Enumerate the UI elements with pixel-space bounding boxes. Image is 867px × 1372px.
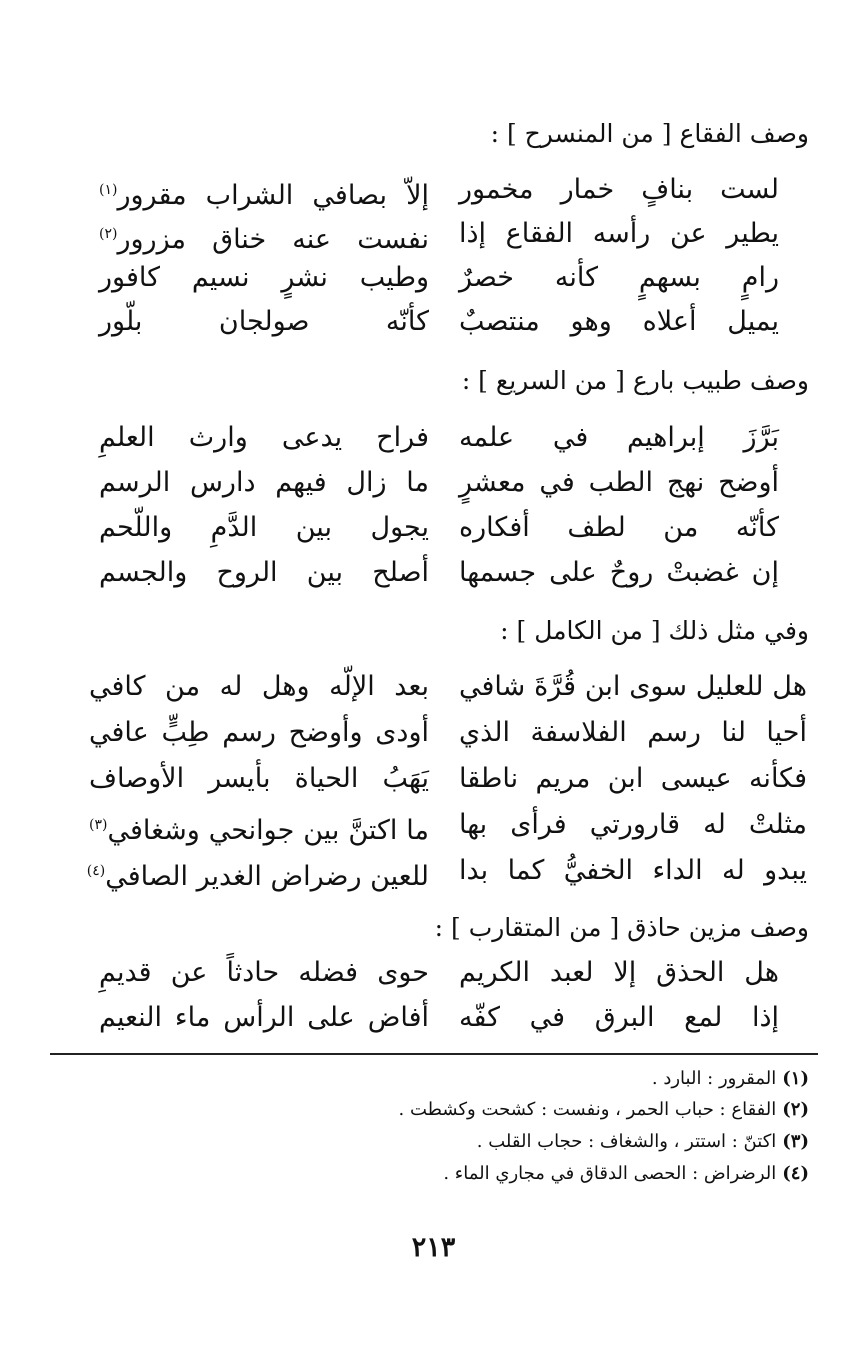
verse-line — [0, 713, 867, 757]
verse-second-hemistich: ما زال فيهم دارس الرسم — [99, 467, 429, 498]
footnote-number: (٢) — [782, 1099, 809, 1120]
verse-second-hemistich: يجول بين الدَّمِ واللّحم — [99, 512, 429, 543]
verse-first-hemistich: كأنّه من لطف أفكاره — [459, 512, 779, 543]
footnote-number: (١) — [782, 1068, 809, 1089]
footnote-text: الرضراض : الحصى الدقاق في مجاري الماء . — [443, 1163, 777, 1184]
footnote — [69, 1066, 809, 1092]
verse-first-hemistich: أحيا لنا رسم الفلاسفة الذي — [459, 717, 807, 748]
page-number: ٢١٣ — [411, 1232, 456, 1263]
verse-second-hemistich — [99, 170, 429, 216]
footnote — [69, 1161, 809, 1187]
verse-first-hemistich: يبدو له الداء الخفيُّ كما بدا — [459, 855, 807, 886]
verse-first-hemistich: إن غضبتْ روحٌ على جسمها — [459, 557, 779, 588]
verse-line — [0, 953, 867, 997]
footnote-divider — [50, 1053, 818, 1055]
verse-first-hemistich: يطير عن رأسه الفقاع إذا — [459, 218, 779, 249]
hemistich-text: للعين رضراض الغدير الصافي — [105, 861, 429, 892]
verse-second-hemistich: أفاض على الرأس ماء النعيم — [99, 1002, 429, 1033]
verse-line — [0, 170, 867, 214]
footnote-number: (٤) — [782, 1163, 809, 1184]
footnote-marker: (٢) — [99, 226, 118, 242]
footnote-marker: (٣) — [89, 817, 108, 833]
verse-line — [0, 302, 867, 346]
footnote — [69, 1129, 809, 1155]
verse-second-hemistich: يَهَبُ الحياة بأيسر الأوصاف — [89, 763, 429, 794]
verse-line — [0, 759, 867, 803]
verse-second-hemistich — [89, 805, 429, 851]
verse-second-hemistich: بعد الإلّه وهل له من كافي — [89, 671, 429, 702]
hemistich-text: ما اكتنَّ بين جوانحي وشغافي — [107, 815, 429, 846]
verse-line — [0, 851, 867, 895]
section-heading: وصف طبيب بارع [ من السريع ] : — [461, 366, 809, 395]
footnote-marker: (١) — [99, 182, 118, 198]
verse-line — [0, 258, 867, 302]
verse-line — [0, 998, 867, 1042]
footnote-text: الفقاع : حباب الحمر ، ونفست : كشحت وكشطت . — [398, 1099, 777, 1120]
verse-second-hemistich — [99, 214, 429, 260]
verse-line — [0, 463, 867, 507]
verse-second-hemistich: فراح يدعى وارث العلمِ — [99, 422, 429, 453]
footnote-marker: (٤) — [86, 863, 106, 879]
verse-second-hemistich: كأنّه صولجان بلّور — [99, 306, 429, 337]
verse-line — [0, 553, 867, 597]
footnote-text: المقرور : البارد . — [651, 1068, 777, 1089]
verse-first-hemistich: مثلتْ له قارورتي فرأى بها — [459, 809, 807, 840]
verse-first-hemistich: إذا لمع البرق في كفّه — [459, 1002, 779, 1033]
verse-first-hemistich: بَرَّزَ إبراهيم في علمه — [459, 422, 779, 453]
footnote-text: اكتنّ : استتر ، والشغاف : حجاب القلب . — [476, 1131, 777, 1152]
verse-first-hemistich: هل للعليل سوى ابن قُرَّةَ شافي — [459, 671, 807, 702]
verse-second-hemistich: وطيب نشرٍ نسيم كافور — [99, 262, 429, 293]
verse-first-hemistich: رامٍ بسهمٍ كأنه خصرٌ — [459, 262, 779, 293]
verse-second-hemistich: حوى فضله حادثاً عن قديمِ — [99, 957, 429, 988]
verse-first-hemistich: لست بنافٍ خمار مخمور — [459, 174, 779, 205]
verse-second-hemistich: أصلح بين الروح والجسم — [99, 557, 429, 588]
footnote — [69, 1097, 809, 1123]
footnote-number: (٣) — [782, 1131, 809, 1152]
hemistich-text: إلاّ بصافي الشراب مقرور — [117, 180, 429, 211]
section-heading: وصف مزين حاذق [ من المتقارب ] : — [434, 913, 809, 942]
verse-line — [0, 508, 867, 552]
section-heading: وفي مثل ذلك [ من الكامل ] : — [500, 616, 809, 645]
verse-line — [0, 418, 867, 462]
verse-first-hemistich: أوضح نهج الطب في معشرٍ — [459, 467, 779, 498]
verse-second-hemistich: أودى وأوضح رسم طِبٍّ عافي — [89, 717, 429, 748]
verse-first-hemistich: فكأنه عيسى ابن مريم ناطقا — [459, 763, 807, 794]
verse-second-hemistich — [86, 851, 429, 897]
section-heading: وصف الفقاع [ من المنسرح ] : — [490, 119, 809, 148]
verse-line — [0, 805, 867, 849]
verse-line — [0, 214, 867, 258]
verse-line — [0, 667, 867, 711]
verse-first-hemistich: هل الحذق إلا لعبد الكريم — [459, 957, 779, 988]
verse-first-hemistich: يميل أعلاه وهو منتصبٌ — [459, 306, 779, 337]
hemistich-text: نفست عنه خناق مزرور — [117, 224, 429, 255]
